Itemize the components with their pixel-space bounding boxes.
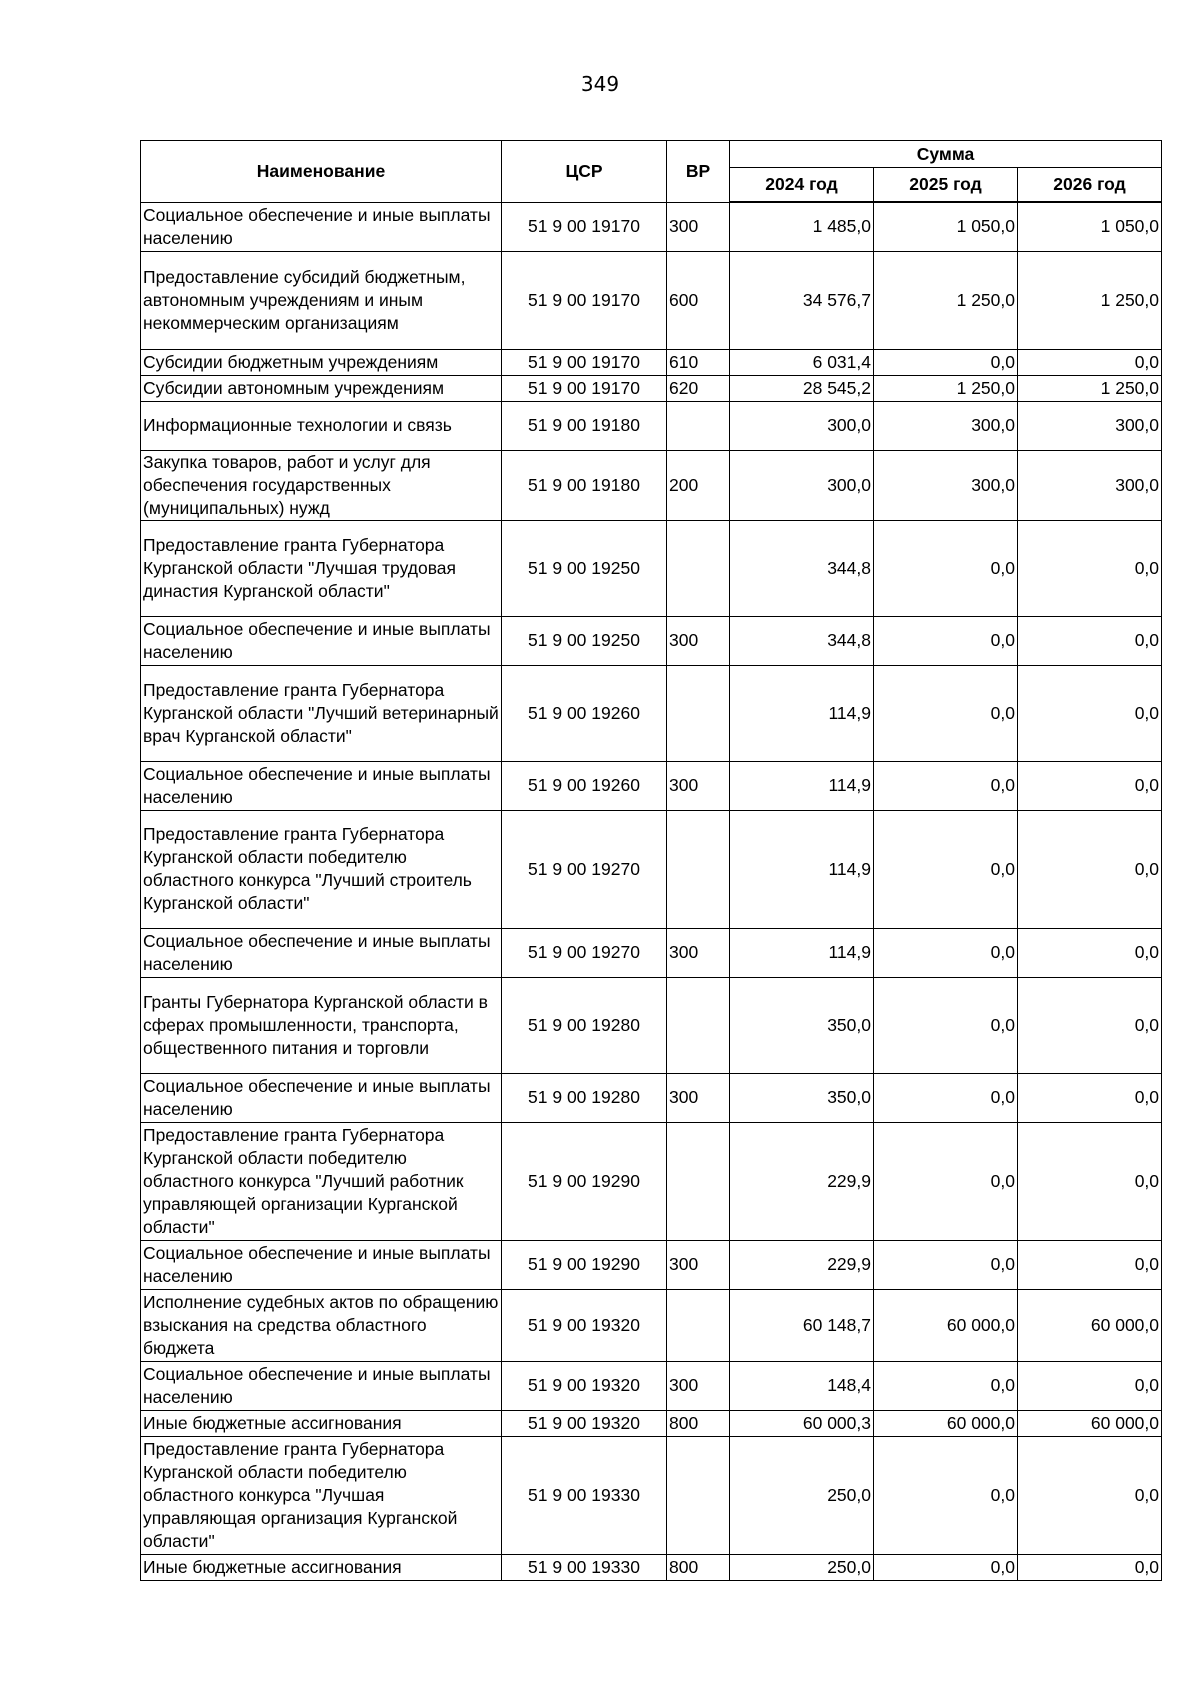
row-amount-2025: 0,0: [874, 1122, 1018, 1240]
row-amount-2026: 60 000,0: [1018, 1289, 1162, 1361]
row-amount-2026: 0,0: [1018, 665, 1162, 761]
row-amount-2025: 0,0: [874, 1361, 1018, 1410]
row-amount-2024: 229,9: [730, 1240, 874, 1289]
row-amount-2025: 1 250,0: [874, 251, 1018, 349]
row-name: Субсидии бюджетным учреждениям: [141, 349, 502, 375]
row-vr: [667, 665, 730, 761]
row-name: Предоставление субсидий бюджетным, автономным учреждениям и иным некоммерческим организациям: [141, 251, 502, 349]
row-amount-2025: 0,0: [874, 1240, 1018, 1289]
row-csr: 51 9 00 19330: [502, 1436, 667, 1554]
row-csr: 51 9 00 19250: [502, 520, 667, 616]
table-body: [141, 202, 1162, 1580]
table-header: [141, 141, 1162, 203]
row-csr: 51 9 00 19250: [502, 616, 667, 665]
header-year-2026: 2026 год: [1018, 168, 1162, 203]
row-amount-2026: 0,0: [1018, 1361, 1162, 1410]
row-amount-2024: 148,4: [730, 1361, 874, 1410]
row-amount-2026: 0,0: [1018, 349, 1162, 375]
row-csr: 51 9 00 19170: [502, 202, 667, 251]
table-row: [141, 761, 1162, 810]
row-amount-2025: 0,0: [874, 928, 1018, 977]
table-row: [141, 928, 1162, 977]
row-csr: 51 9 00 19320: [502, 1361, 667, 1410]
row-amount-2024: 344,8: [730, 616, 874, 665]
row-amount-2024: 114,9: [730, 761, 874, 810]
header-sum: Сумма: [730, 141, 1162, 168]
page-number: 349: [580, 72, 620, 96]
row-amount-2026: 0,0: [1018, 1554, 1162, 1580]
row-name: Предоставление гранта Губернатора Курганской области "Лучший ветеринарный врач Курганской области": [141, 665, 502, 761]
row-csr: 51 9 00 19180: [502, 401, 667, 450]
row-csr: 51 9 00 19290: [502, 1122, 667, 1240]
row-amount-2024: 114,9: [730, 665, 874, 761]
table-row: [141, 1073, 1162, 1122]
row-amount-2025: 0,0: [874, 810, 1018, 928]
table-row: [141, 1410, 1162, 1436]
row-vr: 600: [667, 251, 730, 349]
row-amount-2026: 0,0: [1018, 1436, 1162, 1554]
row-amount-2025: 0,0: [874, 761, 1018, 810]
row-amount-2024: 344,8: [730, 520, 874, 616]
row-amount-2025: 0,0: [874, 1554, 1018, 1580]
row-amount-2025: 60 000,0: [874, 1410, 1018, 1436]
row-amount-2025: 0,0: [874, 1436, 1018, 1554]
table-row: [141, 977, 1162, 1073]
row-vr: 300: [667, 928, 730, 977]
row-csr: 51 9 00 19170: [502, 375, 667, 401]
table-row: [141, 1361, 1162, 1410]
row-amount-2026: 0,0: [1018, 1073, 1162, 1122]
row-name: Социальное обеспечение и иные выплаты населению: [141, 1240, 502, 1289]
row-csr: 51 9 00 19280: [502, 1073, 667, 1122]
row-csr: 51 9 00 19320: [502, 1289, 667, 1361]
row-vr: 300: [667, 1073, 730, 1122]
budget-table: [140, 140, 1162, 1581]
row-amount-2026: 0,0: [1018, 520, 1162, 616]
row-csr: 51 9 00 19260: [502, 761, 667, 810]
row-amount-2024: 250,0: [730, 1436, 874, 1554]
row-name: Социальное обеспечение и иные выплаты населению: [141, 1073, 502, 1122]
table-row: [141, 616, 1162, 665]
row-vr: 800: [667, 1410, 730, 1436]
row-amount-2025: 0,0: [874, 977, 1018, 1073]
row-amount-2025: 0,0: [874, 1073, 1018, 1122]
row-name: Предоставление гранта Губернатора Курганской области победителю областного конкурса "Лучшая управляющая организация Курганской области": [141, 1436, 502, 1554]
row-vr: 610: [667, 349, 730, 375]
row-name: Социальное обеспечение и иные выплаты населению: [141, 202, 502, 251]
row-amount-2025: 300,0: [874, 450, 1018, 520]
table-row: [141, 1289, 1162, 1361]
row-amount-2024: 300,0: [730, 450, 874, 520]
header-csr: ЦСР: [502, 141, 667, 203]
row-vr: 620: [667, 375, 730, 401]
row-vr: 300: [667, 616, 730, 665]
row-name: Закупка товаров, работ и услуг для обеспечения государственных (муниципальных) нужд: [141, 450, 502, 520]
row-name: Социальное обеспечение и иные выплаты населению: [141, 1361, 502, 1410]
row-amount-2025: 60 000,0: [874, 1289, 1018, 1361]
row-amount-2024: 229,9: [730, 1122, 874, 1240]
row-amount-2026: 0,0: [1018, 977, 1162, 1073]
table-row: [141, 810, 1162, 928]
row-csr: 51 9 00 19320: [502, 1410, 667, 1436]
row-amount-2026: 300,0: [1018, 401, 1162, 450]
row-name: Предоставление гранта Губернатора Курганской области "Лучшая трудовая династия Курганской области": [141, 520, 502, 616]
row-name: Гранты Губернатора Курганской области в сферах промышленности, транспорта, общественного питания и торговли: [141, 977, 502, 1073]
row-name: Информационные технологии и связь: [141, 401, 502, 450]
table-row: [141, 349, 1162, 375]
row-name: Предоставление гранта Губернатора Курганской области победителю областного конкурса "Лучший строитель Курганской области": [141, 810, 502, 928]
row-amount-2024: 60 148,7: [730, 1289, 874, 1361]
table-row: [141, 401, 1162, 450]
row-vr: [667, 1289, 730, 1361]
row-amount-2024: 350,0: [730, 977, 874, 1073]
row-vr: 200: [667, 450, 730, 520]
row-csr: 51 9 00 19270: [502, 810, 667, 928]
row-amount-2026: 0,0: [1018, 928, 1162, 977]
row-csr: 51 9 00 19290: [502, 1240, 667, 1289]
row-csr: 51 9 00 19270: [502, 928, 667, 977]
table-row: [141, 520, 1162, 616]
row-vr: [667, 401, 730, 450]
row-amount-2026: 0,0: [1018, 1122, 1162, 1240]
table-row: [141, 1122, 1162, 1240]
row-amount-2025: 0,0: [874, 349, 1018, 375]
row-amount-2024: 350,0: [730, 1073, 874, 1122]
row-vr: [667, 1122, 730, 1240]
row-amount-2025: 0,0: [874, 665, 1018, 761]
row-amount-2026: 0,0: [1018, 810, 1162, 928]
row-name: Иные бюджетные ассигнования: [141, 1410, 502, 1436]
table-row: [141, 202, 1162, 251]
table-row: [141, 1554, 1162, 1580]
row-csr: 51 9 00 19330: [502, 1554, 667, 1580]
row-amount-2024: 1 485,0: [730, 202, 874, 251]
row-vr: [667, 977, 730, 1073]
row-amount-2026: 0,0: [1018, 761, 1162, 810]
row-amount-2024: 34 576,7: [730, 251, 874, 349]
table-row: [141, 665, 1162, 761]
row-amount-2026: 0,0: [1018, 1240, 1162, 1289]
row-amount-2025: 0,0: [874, 520, 1018, 616]
row-vr: 300: [667, 1361, 730, 1410]
table-row: [141, 1436, 1162, 1554]
row-name: Субсидии автономным учреждениям: [141, 375, 502, 401]
row-amount-2026: 0,0: [1018, 616, 1162, 665]
row-amount-2024: 114,9: [730, 810, 874, 928]
row-csr: 51 9 00 19170: [502, 251, 667, 349]
row-vr: 300: [667, 761, 730, 810]
row-vr: [667, 520, 730, 616]
row-amount-2026: 1 250,0: [1018, 375, 1162, 401]
header-vr: ВР: [667, 141, 730, 203]
row-vr: 300: [667, 202, 730, 251]
table-row: [141, 1240, 1162, 1289]
row-amount-2025: 300,0: [874, 401, 1018, 450]
row-csr: 51 9 00 19280: [502, 977, 667, 1073]
row-amount-2024: 300,0: [730, 401, 874, 450]
row-vr: [667, 1436, 730, 1554]
row-amount-2026: 1 050,0: [1018, 202, 1162, 251]
row-amount-2024: 114,9: [730, 928, 874, 977]
row-amount-2025: 1 250,0: [874, 375, 1018, 401]
table-row: [141, 375, 1162, 401]
row-name: Иные бюджетные ассигнования: [141, 1554, 502, 1580]
row-amount-2024: 60 000,3: [730, 1410, 874, 1436]
header-year-2025: 2025 год: [874, 168, 1018, 203]
row-amount-2026: 300,0: [1018, 450, 1162, 520]
row-csr: 51 9 00 19260: [502, 665, 667, 761]
row-name: Исполнение судебных актов по обращению взыскания на средства областного бюджета: [141, 1289, 502, 1361]
table-row: [141, 251, 1162, 349]
row-name: Социальное обеспечение и иные выплаты населению: [141, 761, 502, 810]
row-amount-2026: 60 000,0: [1018, 1410, 1162, 1436]
header-name: Наименование: [141, 141, 502, 203]
row-vr: [667, 810, 730, 928]
row-amount-2025: 0,0: [874, 616, 1018, 665]
row-name: Социальное обеспечение и иные выплаты населению: [141, 616, 502, 665]
row-csr: 51 9 00 19180: [502, 450, 667, 520]
header-year-2024: 2024 год: [730, 168, 874, 203]
row-vr: 800: [667, 1554, 730, 1580]
row-amount-2024: 250,0: [730, 1554, 874, 1580]
row-vr: 300: [667, 1240, 730, 1289]
row-csr: 51 9 00 19170: [502, 349, 667, 375]
row-amount-2025: 1 050,0: [874, 202, 1018, 251]
row-name: Социальное обеспечение и иные выплаты населению: [141, 928, 502, 977]
row-amount-2024: 28 545,2: [730, 375, 874, 401]
row-amount-2026: 1 250,0: [1018, 251, 1162, 349]
row-name: Предоставление гранта Губернатора Курганской области победителю областного конкурса "Лучший работник управляющей организации Курганской области": [141, 1122, 502, 1240]
table-row: [141, 450, 1162, 520]
row-amount-2024: 6 031,4: [730, 349, 874, 375]
